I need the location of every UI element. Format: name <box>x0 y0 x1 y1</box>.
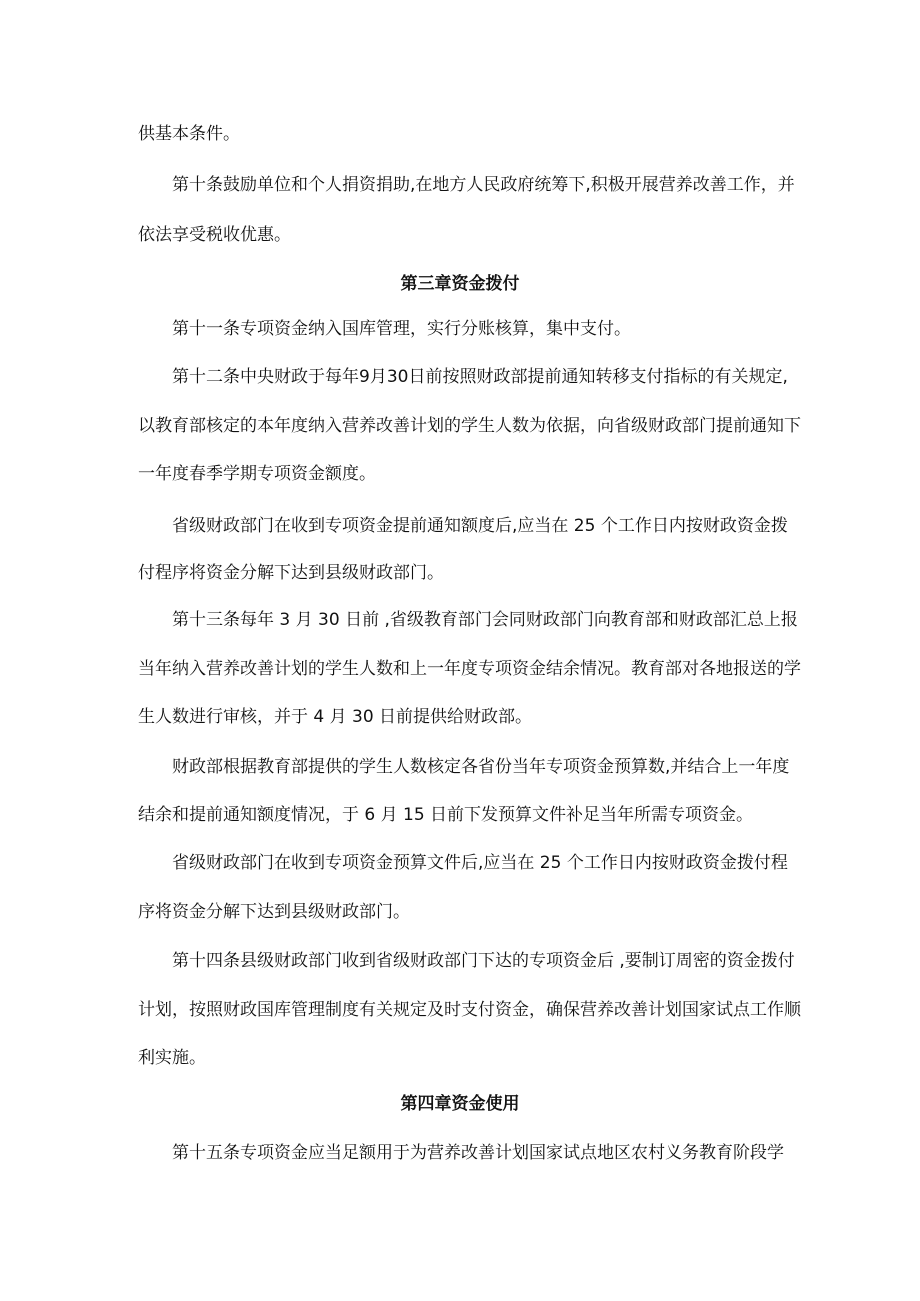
paragraph-line: 当年纳入营养改善计划的学生人数和上一年度专项资金结余情况。教育部对各地报送的学 <box>138 659 801 679</box>
paragraph-line: 依法享受税收优惠。 <box>138 225 291 245</box>
paragraph-line: 第十二条中央财政于每年9月30日前按照财政部提前通知转移支付指标的有关规定, <box>172 367 788 387</box>
paragraph-line: 省级财政部门在收到专项资金预算文件后,应当在 25 个工作日内按财政资金拨付程 <box>172 853 788 873</box>
paragraph-line: 第十条鼓励单位和个人捐资捐助,在地方人民政府统筹下,积极开展营养改善工作，并 <box>172 175 795 195</box>
paragraph-line: 财政部根据教育部提供的学生人数核定各省份当年专项资金预算数,并结合上一年度 <box>172 757 790 777</box>
paragraph-line: 利实施。 <box>138 1048 206 1068</box>
paragraph-line: 一年度春季学期专项资金额度。 <box>138 464 376 484</box>
paragraph-line: 生人数进行审核，并于 4 月 30 日前提供给财政部。 <box>138 707 533 727</box>
paragraph-line: 第十一条专项资金纳入国库管理，实行分账核算，集中支付。 <box>172 319 631 339</box>
paragraph-line: 以教育部核定的本年度纳入营养改善计划的学生人数为依据，向省级财政部门提前通知下 <box>138 416 801 436</box>
paragraph-line: 第十四条县级财政部门收到省级财政部门下达的专项资金后 ,要制订周密的资金拨付 <box>172 951 795 971</box>
paragraph-line: 序将资金分解下达到县级财政部门。 <box>138 902 410 922</box>
paragraph-line: 供基本条件。 <box>138 124 240 144</box>
paragraph-line: 付程序将资金分解下达到县级财政部门。 <box>138 563 444 583</box>
paragraph-line: 计划，按照财政国库管理制度有关规定及时支付资金，确保营养改善计划国家试点工作顺 <box>138 1000 801 1020</box>
paragraph-line: 结余和提前通知额度情况，于 6 月 15 日前下发预算文件补足当年所需专项资金。 <box>138 805 754 825</box>
paragraph-line: 第十三条每年 3 月 30 日前 ,省级教育部门会同财政部门向教育部和财政部汇总上报 <box>172 610 798 630</box>
chapter-heading: 第四章资金使用 <box>400 1094 520 1114</box>
paragraph-line: 第十五条专项资金应当足额用于为营养改善计划国家试点地区农村义务教育阶段学 <box>172 1143 784 1163</box>
chapter-heading: 第三章资金拨付 <box>400 274 520 294</box>
paragraph-line: 省级财政部门在收到专项资金提前通知额度后,应当在 25 个工作日内按财政资金拨 <box>172 516 788 536</box>
